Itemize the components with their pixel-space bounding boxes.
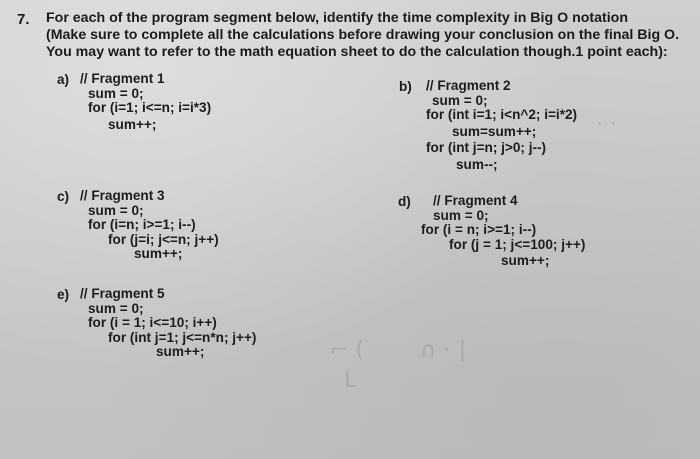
fragment-a-line-3: for (i=1; i<=n; i=i*3): [88, 100, 212, 115]
pencil-mark-decoration: · ·: [596, 112, 617, 137]
fragment-c-line-2: sum = 0;: [88, 202, 144, 218]
fragment-c-label: c): [57, 189, 70, 204]
question-number: 7.: [17, 11, 30, 28]
question-prompt: [46, 10, 698, 61]
fragment-c: [80, 189, 219, 262]
fragment-e-line-1: // Fragment 5: [80, 286, 165, 301]
fragment-b: [426, 79, 577, 172]
fragment-a-line-2: sum = 0;: [88, 85, 144, 101]
fragment-e-line-5: sum++;: [156, 344, 205, 359]
question-line-1: [46, 10, 698, 27]
fragment-c-line-4: for (j=i; j<=n; j++): [108, 231, 219, 247]
question-line-1-emphasis: For each of the program segment: [46, 10, 272, 26]
fragment-b-line-5: for (int j=n; j>0; j--): [426, 140, 547, 155]
fragment-b-label: b): [399, 79, 412, 94]
fragment-d-line-1: // Fragment 4: [433, 193, 518, 208]
question-line-2: (Make sure to complete all the calculations before drawing your conclusion on the final Big O.: [46, 27, 680, 43]
fragment-c-line-3: for (i=n; i>=1; i--): [88, 217, 196, 232]
fragment-d-line-5: sum++;: [501, 253, 550, 268]
question-line-1-rest: below, identify the time complexity in Big O notation: [271, 10, 629, 26]
fragment-e: [80, 287, 256, 360]
pencil-mark-decoration: ⌐ (: [330, 338, 365, 363]
fragment-b-line-2: sum = 0;: [432, 92, 488, 108]
fragment-d-line-3: for (i = n; i>=1; i--): [421, 222, 537, 237]
fragment-d-line-4: for (j = 1; j<=100; j++): [449, 236, 586, 252]
pencil-mark-decoration: ∩ · ∣: [420, 338, 469, 363]
fragment-a-line-4: sum++;: [108, 116, 157, 132]
fragment-b-line-1: // Fragment 2: [426, 78, 511, 93]
fragment-e-line-4: for (int j=1; j<=n*n; j++): [108, 329, 257, 345]
pencil-mark-decoration: L: [344, 368, 357, 393]
fragment-a: [80, 72, 211, 132]
fragment-e-line-2: sum = 0;: [88, 300, 144, 316]
fragment-a-line-1: // Fragment 1: [80, 71, 165, 86]
fragment-d-label: d): [398, 194, 411, 209]
fragment-c-line-1: // Fragment 3: [80, 188, 165, 203]
fragment-b-line-6: sum--;: [456, 156, 498, 172]
fragment-c-line-5: sum++;: [134, 246, 183, 261]
question-line-3: You may want to refer to the math equation sheet to do the calculation though.1 point each):: [46, 44, 668, 60]
fragment-a-label: a): [57, 72, 70, 87]
fragment-d-line-2: sum = 0;: [433, 207, 489, 223]
fragment-b-line-3: for (int i=1; i<n^2; i=i*2): [426, 107, 578, 122]
fragment-e-label: e): [57, 287, 70, 302]
fragment-d: [421, 194, 585, 269]
fragment-b-line-4: sum=sum++;: [452, 123, 537, 139]
fragment-e-line-3: for (i = 1; i<=10; i++): [88, 315, 217, 330]
